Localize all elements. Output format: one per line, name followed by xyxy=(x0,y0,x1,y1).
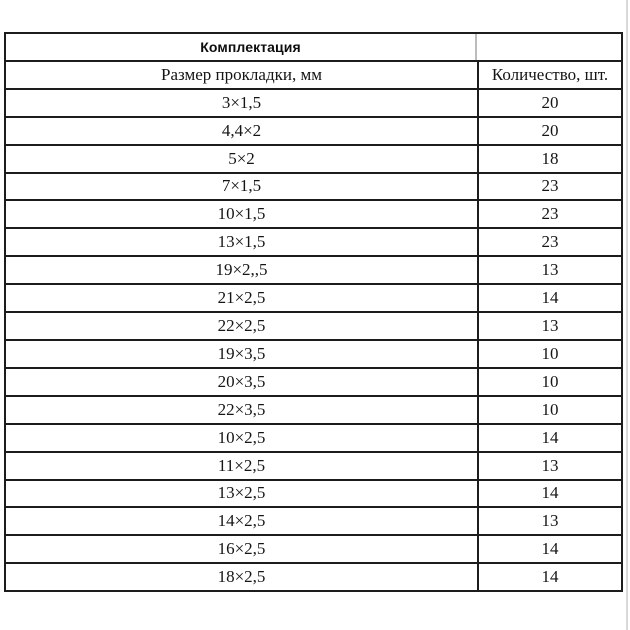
table-row xyxy=(6,536,621,564)
table-title: Комплектация xyxy=(200,38,301,55)
table-header-row xyxy=(6,62,621,90)
quantity-cell: 23 xyxy=(541,232,559,252)
quantity-cell: 20 xyxy=(541,92,559,112)
size-cell: 16×2,5 xyxy=(6,536,479,562)
table-row xyxy=(6,453,621,481)
table-row xyxy=(6,90,621,118)
quantity-cell: 20 xyxy=(541,120,559,140)
quantity-cell: 13 xyxy=(541,511,559,531)
table-row xyxy=(6,285,621,313)
table-row xyxy=(6,201,621,229)
table-row xyxy=(6,564,621,590)
size-cell: 10×1,5 xyxy=(6,201,479,227)
quantity-cell: 18 xyxy=(541,148,559,168)
quantity-cell: 14 xyxy=(541,427,559,447)
table-row xyxy=(6,397,621,425)
table-row xyxy=(6,229,621,257)
page-edge-line xyxy=(626,0,628,630)
table-row xyxy=(6,481,621,509)
size-cell: 21×2,5 xyxy=(6,285,479,311)
size-cell: 19×2,,5 xyxy=(6,257,479,283)
quantity-cell: 13 xyxy=(541,455,559,475)
quantity-cell: 14 xyxy=(541,567,559,587)
size-cell: 4,4×2 xyxy=(6,118,479,144)
quantity-cell: 23 xyxy=(541,176,559,196)
gasket-kit-table xyxy=(4,32,623,592)
quantity-cell: 10 xyxy=(541,371,559,391)
table-row xyxy=(6,146,621,174)
size-cell: 11×2,5 xyxy=(6,453,479,479)
size-cell: 13×2,5 xyxy=(6,481,479,507)
table-title-empty-cell xyxy=(477,34,621,60)
size-cell: 19×3,5 xyxy=(6,341,479,367)
quantity-cell: 10 xyxy=(541,399,559,419)
size-cell: 22×2,5 xyxy=(6,313,479,339)
table-row xyxy=(6,425,621,453)
size-cell: 22×3,5 xyxy=(6,397,479,423)
table-row xyxy=(6,313,621,341)
table-row xyxy=(6,508,621,536)
size-cell: 18×2,5 xyxy=(6,564,479,590)
size-cell: 14×2,5 xyxy=(6,508,479,534)
table-row xyxy=(6,118,621,146)
table-row xyxy=(6,341,621,369)
size-cell: 13×1,5 xyxy=(6,229,479,255)
column-header-size: Размер прокладки, мм xyxy=(6,62,479,88)
size-cell: 20×3,5 xyxy=(6,369,479,395)
column-header-quantity: Количество, шт. xyxy=(491,64,609,84)
table-title-row xyxy=(6,34,621,62)
size-cell: 10×2,5 xyxy=(6,425,479,451)
quantity-cell: 23 xyxy=(541,204,559,224)
quantity-cell: 13 xyxy=(541,316,559,336)
quantity-cell: 13 xyxy=(541,260,559,280)
quantity-cell: 14 xyxy=(541,288,559,308)
table-row xyxy=(6,257,621,285)
quantity-cell: 10 xyxy=(541,343,559,363)
quantity-cell: 14 xyxy=(541,483,559,503)
size-cell: 5×2 xyxy=(6,146,479,172)
size-cell: 7×1,5 xyxy=(6,174,479,200)
quantity-cell: 14 xyxy=(541,539,559,559)
size-cell: 3×1,5 xyxy=(6,90,479,116)
table-title-cell xyxy=(6,34,477,60)
table-row xyxy=(6,369,621,397)
table-row xyxy=(6,174,621,202)
